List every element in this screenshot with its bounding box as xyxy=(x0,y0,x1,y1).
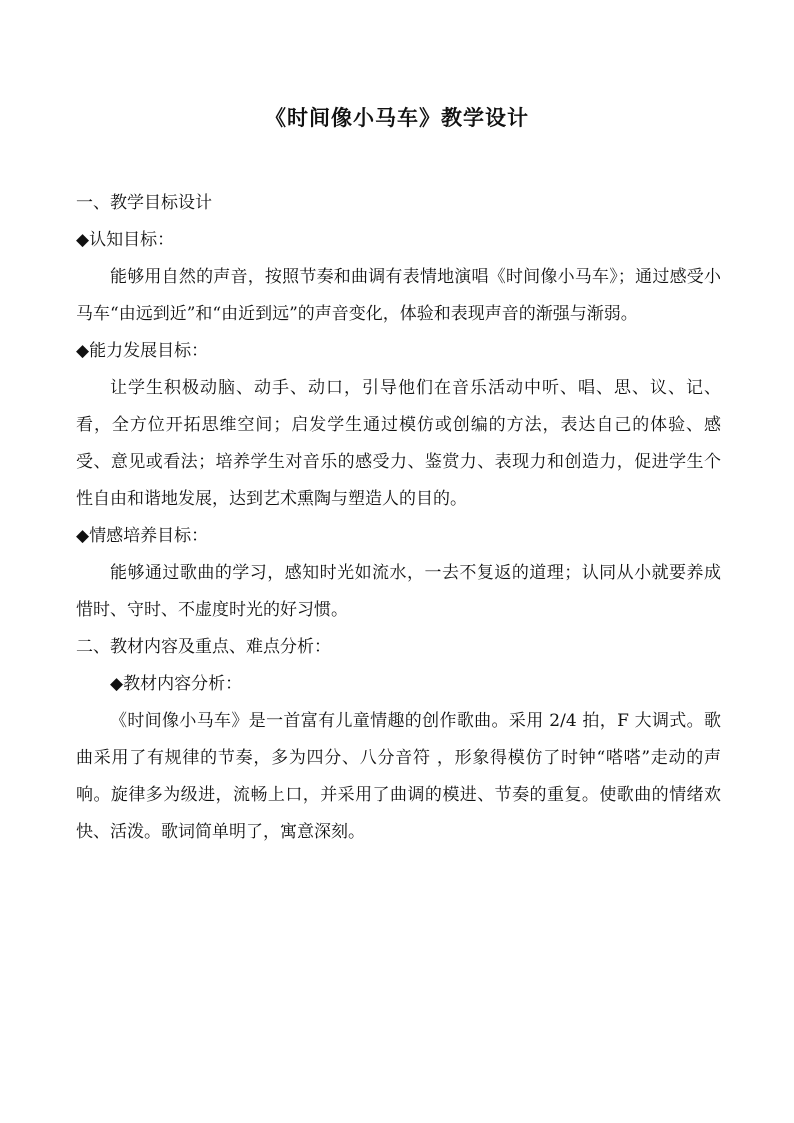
cognitive-goal-text: 能够用自然的声音，按照节奏和曲调有表情地演唱《时间像小马车》；通过感受小马车“由远到近”和“由近到远”的声音变化，体验和表现声音的渐强与渐弱。 xyxy=(76,267,721,324)
content-analysis-text: 《时间像小马车》是一首富有儿童情趣的创作歌曲。采用 2/4 拍，F 大调式。歌曲采用了有规律的节奏，多为四分、八分音符 ，形象得模仿了时钟“嗒嗒”走动的声响。旋律多为级进，流畅上口，并采用了曲调的模进、节奏的重复。使歌曲的情绪欢快、活泼。歌词简单明了，寓意深刻。 xyxy=(76,711,721,842)
section-heading-objectives: 一、教学目标设计 xyxy=(76,193,212,213)
ability-goal-text: 让学生积极动脑、动手、动口，引导他们在音乐活动中听、唱、思、议、记、看，全方位开拓思维空间；启发学生通过模仿或创编的方法，表达自己的体验、感受、意见或看法；培养学生对音乐的感受力、鉴赏力、表现力和创造力，促进学生个性自由和谐地发展，达到艺术熏陶与塑造人的目的。 xyxy=(76,378,721,509)
document-body xyxy=(76,185,721,851)
emotion-goal-text: 能够通过歌曲的学习，感知时光如流水，一去不复返的道理；认同从小就要养成惜时、守时、不虚度时光的好习惯。 xyxy=(76,563,721,620)
ability-goal-label: ◆能力发展目标： xyxy=(76,341,209,361)
content-analysis-label: ◆教材内容分析： xyxy=(110,674,243,694)
section-heading-analysis: 二、教材内容及重点、难点分析： xyxy=(76,637,331,657)
cognitive-goal-label: ◆认知目标： xyxy=(76,230,175,250)
document-title: 《时间像小马车》教学设计 xyxy=(265,105,529,130)
emotion-goal-label: ◆情感培养目标： xyxy=(76,526,209,546)
